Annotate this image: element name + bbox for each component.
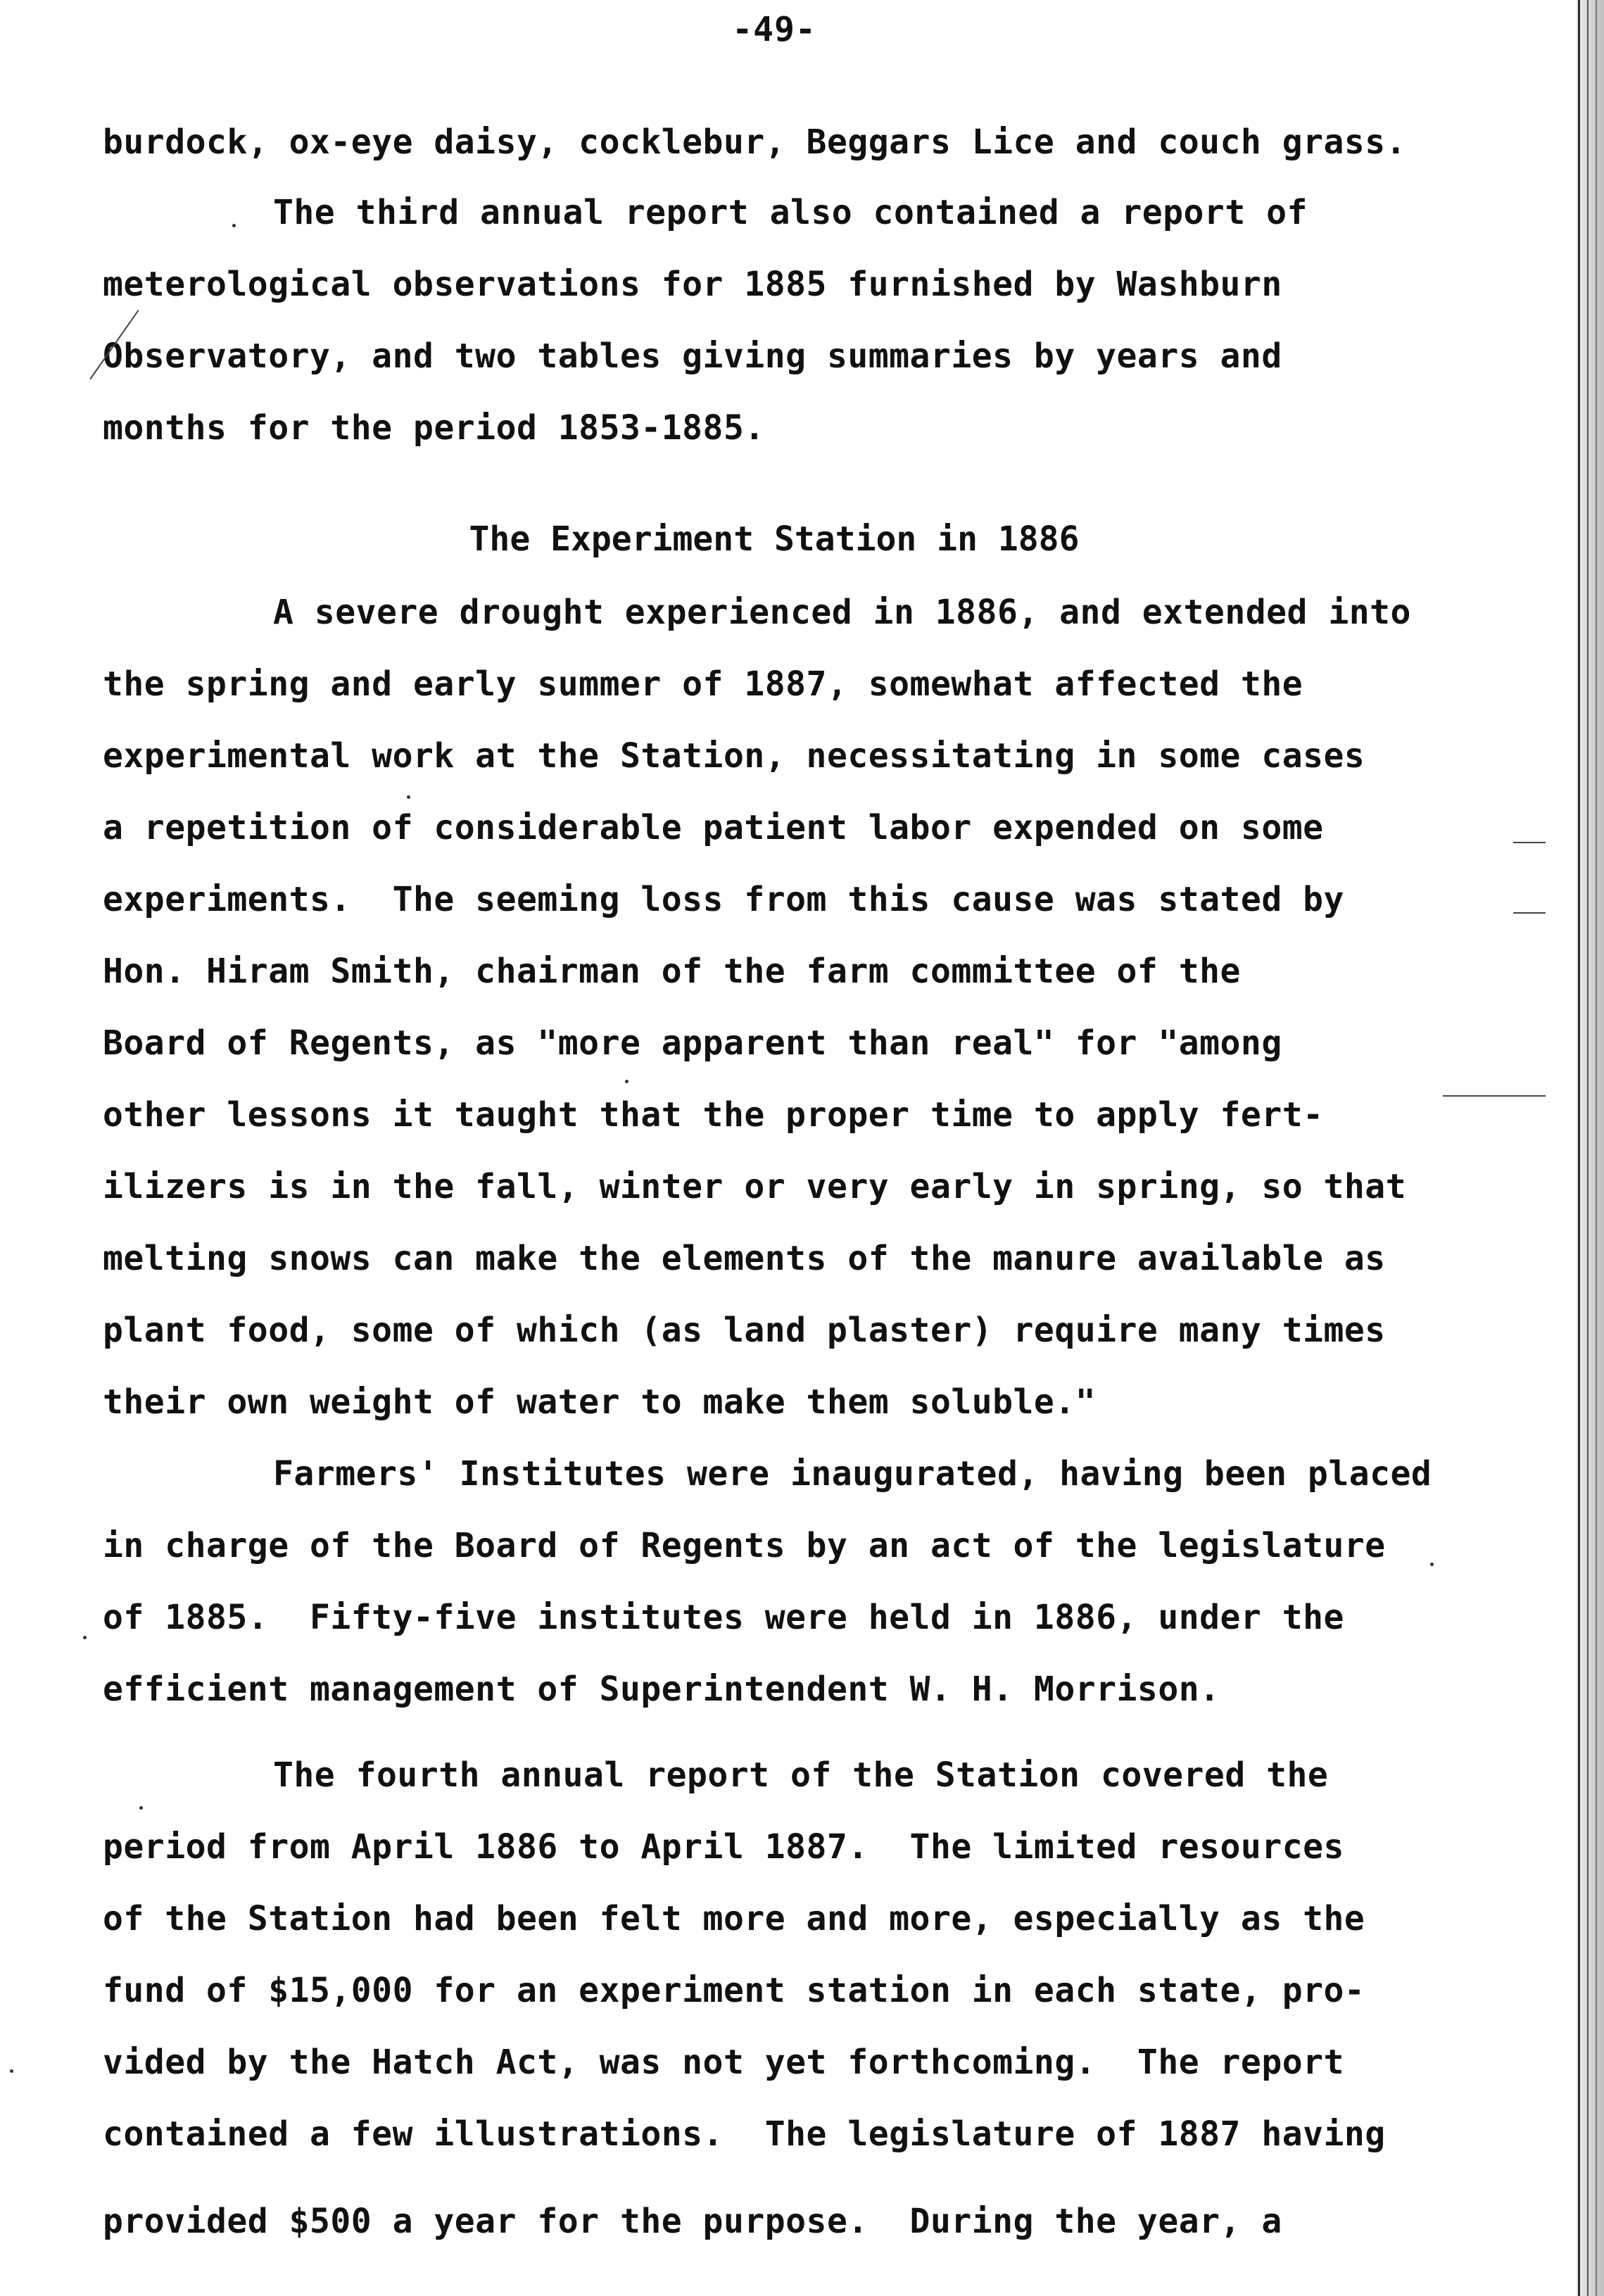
text-line: efficient management of Superintendent W. H. Morrison. <box>103 1670 1220 1709</box>
scan-speck <box>1430 1563 1434 1566</box>
binding-line <box>1596 0 1597 2296</box>
text-line: Observatory, and two tables giving summaries by years and <box>103 336 1282 376</box>
text-line: The third annual report also contained a report of <box>273 193 1308 232</box>
text-line: melting snows can make the elements of the manure available as <box>103 1239 1386 1278</box>
text-line: the spring and early summer of 1887, somewhat affected the <box>103 664 1303 704</box>
text-line: provided $500 a year for the purpose. During the year, a <box>103 2202 1282 2241</box>
text-line: contained a few illustrations. The legislature of 1887 having <box>103 2114 1386 2154</box>
text-line: A severe drought experienced in 1886, and extended into <box>273 593 1411 632</box>
text-line: Board of Regents, as "more apparent than real" for "among <box>103 1023 1282 1063</box>
text-line: ilizers is in the fall, winter or very early in spring, so that <box>103 1167 1407 1206</box>
scan-speck <box>232 224 236 227</box>
text-line: their own weight of water to make them soluble." <box>103 1382 1097 1422</box>
text-line: experiments. The seeming loss from this cause was stated by <box>103 880 1344 919</box>
binding-line <box>1587 0 1589 2296</box>
scan-speck <box>407 795 410 799</box>
scan-speck <box>83 1636 87 1639</box>
text-line: period from April 1886 to April 1887. The limited resources <box>103 1827 1344 1867</box>
text-line: of the Station had been felt more and more, especially as the <box>103 1899 1365 1938</box>
text-line: plant food, some of which (as land plaster) require many times <box>103 1311 1386 1350</box>
text-line: months for the period 1853-1885. <box>103 408 765 448</box>
text-line: vided by the Hatch Act, was not yet forthcoming. The report <box>103 2043 1344 2082</box>
text-line: fund of $15,000 for an experiment station in each state, pro- <box>103 1971 1365 2010</box>
text-line: other lessons it taught that the proper time to apply fert- <box>103 1095 1324 1135</box>
margin-pencil-mark <box>1443 1095 1546 1097</box>
page-number: -49- <box>732 10 816 49</box>
page-binding-edge <box>1576 0 1604 2296</box>
text-line: in charge of the Board of Regents by an act of the legislature <box>103 1526 1386 1565</box>
binding-line <box>1578 0 1580 2296</box>
text-line: of 1885. Fifty-five institutes were held in 1886, under the <box>103 1598 1344 1637</box>
text-line: burdock, ox-eye daisy, cocklebur, Beggars Lice and couch grass. <box>103 122 1407 162</box>
text-line: Farmers' Institutes were inaugurated, having been placed <box>273 1454 1432 1494</box>
text-line: meterological observations for 1885 furnished by Washburn <box>103 265 1282 304</box>
scan-speck <box>139 1806 143 1810</box>
margin-pencil-mark <box>1513 842 1546 843</box>
text-line: a repetition of considerable patient labor expended on some <box>103 808 1324 847</box>
text-line: Hon. Hiram Smith, chairman of the farm committee of the <box>103 952 1241 991</box>
scan-speck <box>10 2069 13 2073</box>
text-line: experimental work at the Station, necessitating in some cases <box>103 736 1365 776</box>
scan-speck <box>625 1080 629 1083</box>
text-line: The fourth annual report of the Station covered the <box>273 1755 1329 1795</box>
margin-pencil-mark <box>1513 912 1546 914</box>
section-heading: The Experiment Station in 1886 <box>469 519 1080 559</box>
